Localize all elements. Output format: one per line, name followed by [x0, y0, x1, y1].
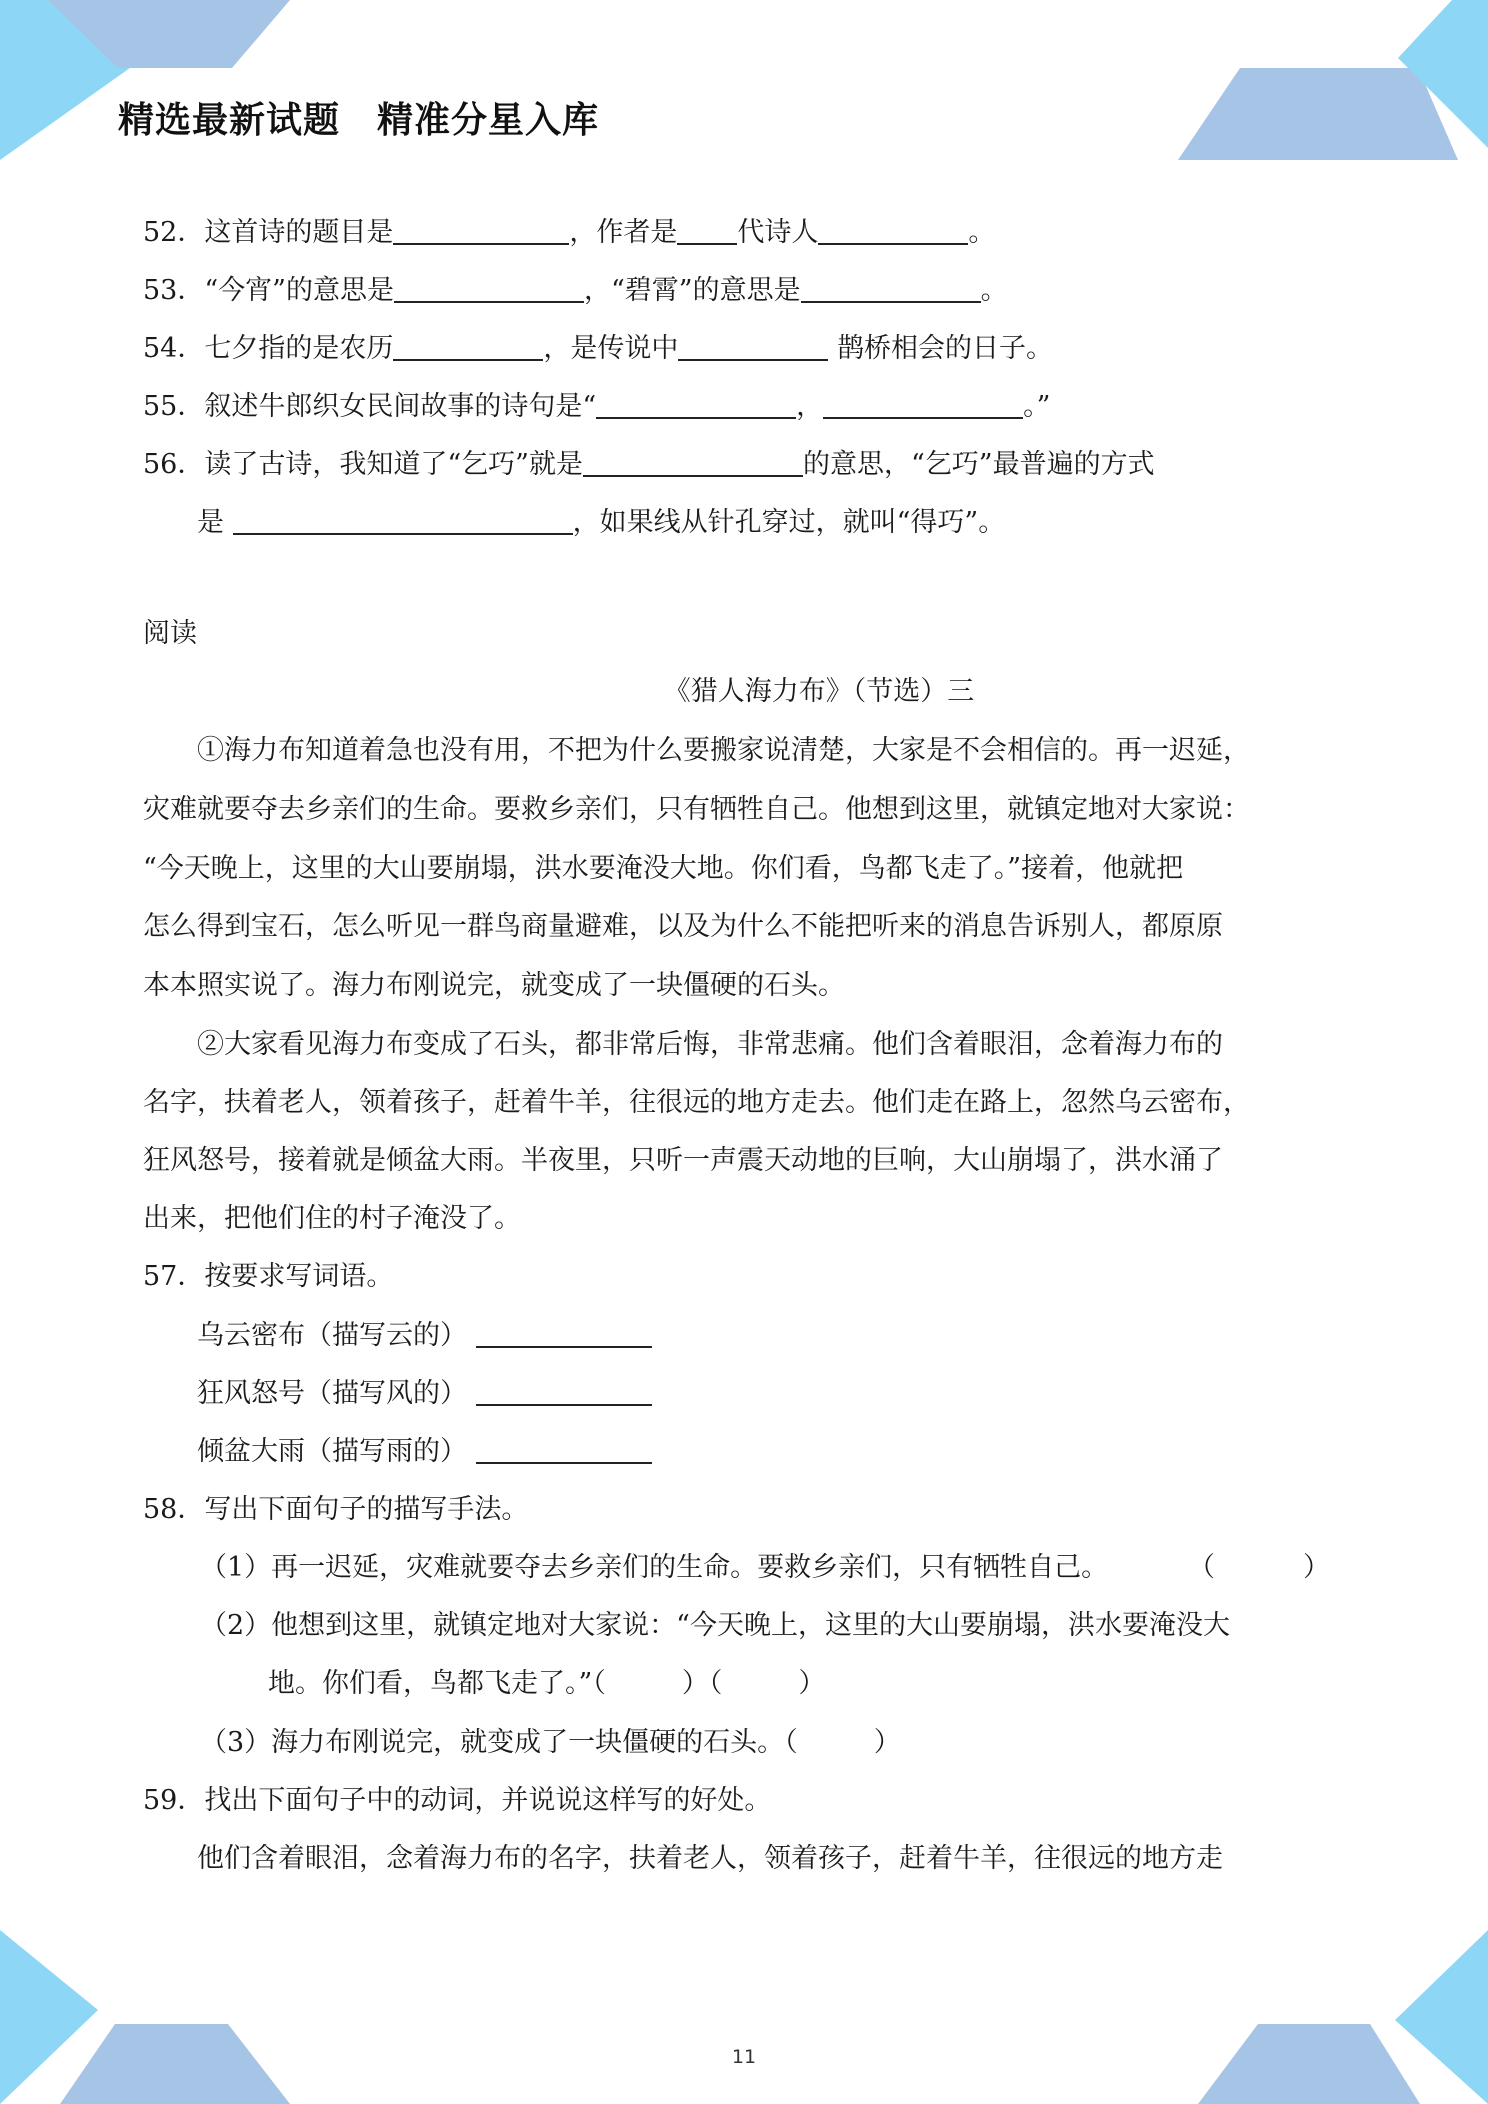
paragraph-line: 狂风怒号，接着就是倾盆大雨。半夜里，只听一声震天动地的巨响，大山崩塌了，洪水涌了 — [143, 1145, 1223, 1176]
q56-text: ，如果线从针孔穿过，就叫“得巧”。 — [572, 507, 1006, 538]
q56-text: 的意思，“乞巧”最普遍的方式 — [802, 449, 1155, 480]
q57-item-3 — [197, 1432, 652, 1472]
q57-number: 57． — [143, 1261, 205, 1292]
reading-title-text: 《猎人海力布》（节选）三 — [663, 676, 975, 707]
q54-blank-date[interactable] — [393, 329, 543, 361]
q53-text: 。 — [980, 275, 1008, 306]
q53-text: “今宵”的意思是 — [204, 275, 394, 306]
question-58 — [143, 1490, 528, 1530]
q57-item-text: 倾盆大雨（描写雨的） — [197, 1436, 467, 1467]
q58-sentence-2 — [200, 1606, 1230, 1646]
paragraph-line: 灾难就要夺去乡亲们的生命。要救乡亲们，只有牺牲自己。他想到这里，就镇定地对大家说： — [143, 794, 1250, 825]
right-paren: ） — [798, 1668, 826, 1699]
q54-text: 七夕指的是农历 — [204, 333, 394, 364]
q54-blank-who[interactable] — [678, 329, 828, 361]
question-52 — [143, 213, 995, 253]
q59-sentence: 他们含着眼泪，念着海力布的名字，扶着老人，领着孩子，赶着牛羊，往很远的地方走 — [197, 1843, 1223, 1874]
q58-sentence-1 — [200, 1548, 1108, 1588]
left-paren: （ — [1188, 1552, 1215, 1583]
q52-blank-title[interactable] — [393, 213, 569, 245]
paragraph-line: ①海力布知道着急也没有用，不把为什么要搬家说清楚，大家是不会相信的。再一迟延， — [197, 735, 1250, 766]
left-paren: （ — [708, 1668, 723, 1699]
question-56 — [143, 445, 1155, 485]
q58-answer-3[interactable] — [784, 1727, 901, 1758]
reading-label: 阅读 — [143, 618, 197, 649]
bottom-decoration — [0, 1930, 1488, 2104]
q52-blank-dynasty[interactable] — [677, 213, 737, 245]
q55-text: 叙述牛郎织女民间故事的诗句是“ — [204, 391, 597, 422]
top-decoration — [0, 0, 1488, 170]
q55-text: ， — [796, 391, 824, 422]
right-paren: ） — [681, 1668, 709, 1699]
paragraph-line: 出来，把他们住的村子淹没了。 — [143, 1203, 521, 1234]
q53-text: ，“碧霄”的意思是 — [583, 275, 801, 306]
q57-item-text: 狂风怒号（描写风的） — [197, 1378, 467, 1409]
q57-blank-3[interactable] — [476, 1432, 652, 1464]
q59-number: 59． — [143, 1785, 205, 1816]
header-title: 精选最新试题 精准分星入库 — [118, 100, 600, 141]
bottom-right-triangle — [1395, 1930, 1488, 2104]
q58-s3-text: （3）海力布刚说完，就变成了一块僵硬的石头。 — [200, 1727, 785, 1758]
q55-text: 。” — [1023, 391, 1051, 422]
q56-text: 是 — [197, 507, 233, 538]
q59-text: 找出下面句子中的动词，并说说这样写的好处。 — [204, 1785, 772, 1816]
q55-blank-line2[interactable] — [823, 387, 1023, 419]
left-paren: （ — [592, 1668, 606, 1699]
q58-s2-text: （2）他想到这里，就镇定地对大家说：“今天晚上，这里的大山要崩塌，洪水要淹没大 — [200, 1610, 1230, 1641]
q58-sentence-3 — [200, 1723, 901, 1763]
q58-answer-2a[interactable] — [592, 1668, 709, 1699]
q55-number: 55． — [143, 391, 205, 422]
q58-s1-text: （1）再一迟延，灾难就要夺去乡亲们的生命。要救乡亲们，只有牺牲自己。 — [200, 1552, 1109, 1583]
reading-title — [0, 672, 1488, 712]
q52-text: 。 — [968, 217, 996, 248]
question-55 — [143, 387, 1050, 427]
q56-blank-meaning[interactable] — [583, 445, 803, 477]
q58-answer-1[interactable] — [1188, 1548, 1330, 1588]
question-53 — [143, 271, 1008, 311]
paragraph-line: ②大家看见海力布变成了石头，都非常后悔，非常悲痛。他们含着眼泪，念着海力布的 — [197, 1029, 1223, 1060]
q58-number: 58． — [143, 1494, 205, 1525]
right-paren: ） — [873, 1727, 901, 1758]
q58-sentence-2-cont — [268, 1664, 825, 1704]
q58-answer-2b[interactable] — [709, 1668, 826, 1699]
q57-blank-2[interactable] — [476, 1374, 652, 1406]
q52-number: 52． — [143, 217, 205, 248]
top-right-trapezoid — [1178, 68, 1458, 160]
paragraph-line: 本本照实说了。海力布刚说完，就变成了一块僵硬的石头。 — [143, 970, 845, 1001]
q53-number: 53． — [143, 275, 205, 306]
question-57 — [143, 1257, 393, 1297]
q55-blank-line1[interactable] — [596, 387, 796, 419]
q52-blank-poet[interactable] — [818, 213, 968, 245]
q58-s2-text: 地。你们看，鸟都飞走了。” — [268, 1668, 593, 1699]
question-56-line2 — [197, 503, 1005, 543]
q56-text: 读了古诗，我知道了“乞巧”就是 — [204, 449, 583, 480]
q57-text: 按要求写词语。 — [204, 1261, 394, 1292]
q52-text: ，作者是 — [569, 217, 678, 248]
q57-blank-1[interactable] — [476, 1316, 652, 1348]
q57-item-2 — [197, 1374, 652, 1414]
right-paren: ） — [1303, 1552, 1330, 1583]
q56-number: 56． — [143, 449, 205, 480]
q52-text: 代诗人 — [737, 217, 819, 248]
left-paren: （ — [784, 1727, 798, 1758]
question-59 — [143, 1781, 771, 1821]
q54-text: 鹊桥相会的日子。 — [828, 333, 1053, 364]
page-number: 11 — [731, 2046, 757, 2068]
q53-blank-bixiao[interactable] — [801, 271, 981, 303]
q57-item-text: 乌云密布（描写云的） — [197, 1320, 467, 1351]
question-54 — [143, 329, 1053, 369]
paragraph-line: 名字，扶着老人，领着孩子，赶着牛羊，往很远的地方走去。他们走在路上，忽然乌云密布， — [143, 1087, 1250, 1118]
q53-blank-jinxiao[interactable] — [394, 271, 584, 303]
paragraph-line: 怎么得到宝石，怎么听见一群鸟商量避难，以及为什么不能把听来的消息告诉别人，都原原 — [143, 911, 1223, 942]
q56-blank-method[interactable] — [233, 503, 573, 535]
q54-text: ，是传说中 — [543, 333, 679, 364]
q58-text: 写出下面句子的描写手法。 — [204, 1494, 529, 1525]
q54-number: 54． — [143, 333, 205, 364]
paragraph-line: “今天晚上，这里的大山要崩塌，洪水要淹没大地。你们看，鸟都飞走了。”接着，他就把 — [143, 853, 1184, 884]
q57-item-1 — [197, 1316, 652, 1356]
q52-text: 这首诗的题目是 — [204, 217, 394, 248]
